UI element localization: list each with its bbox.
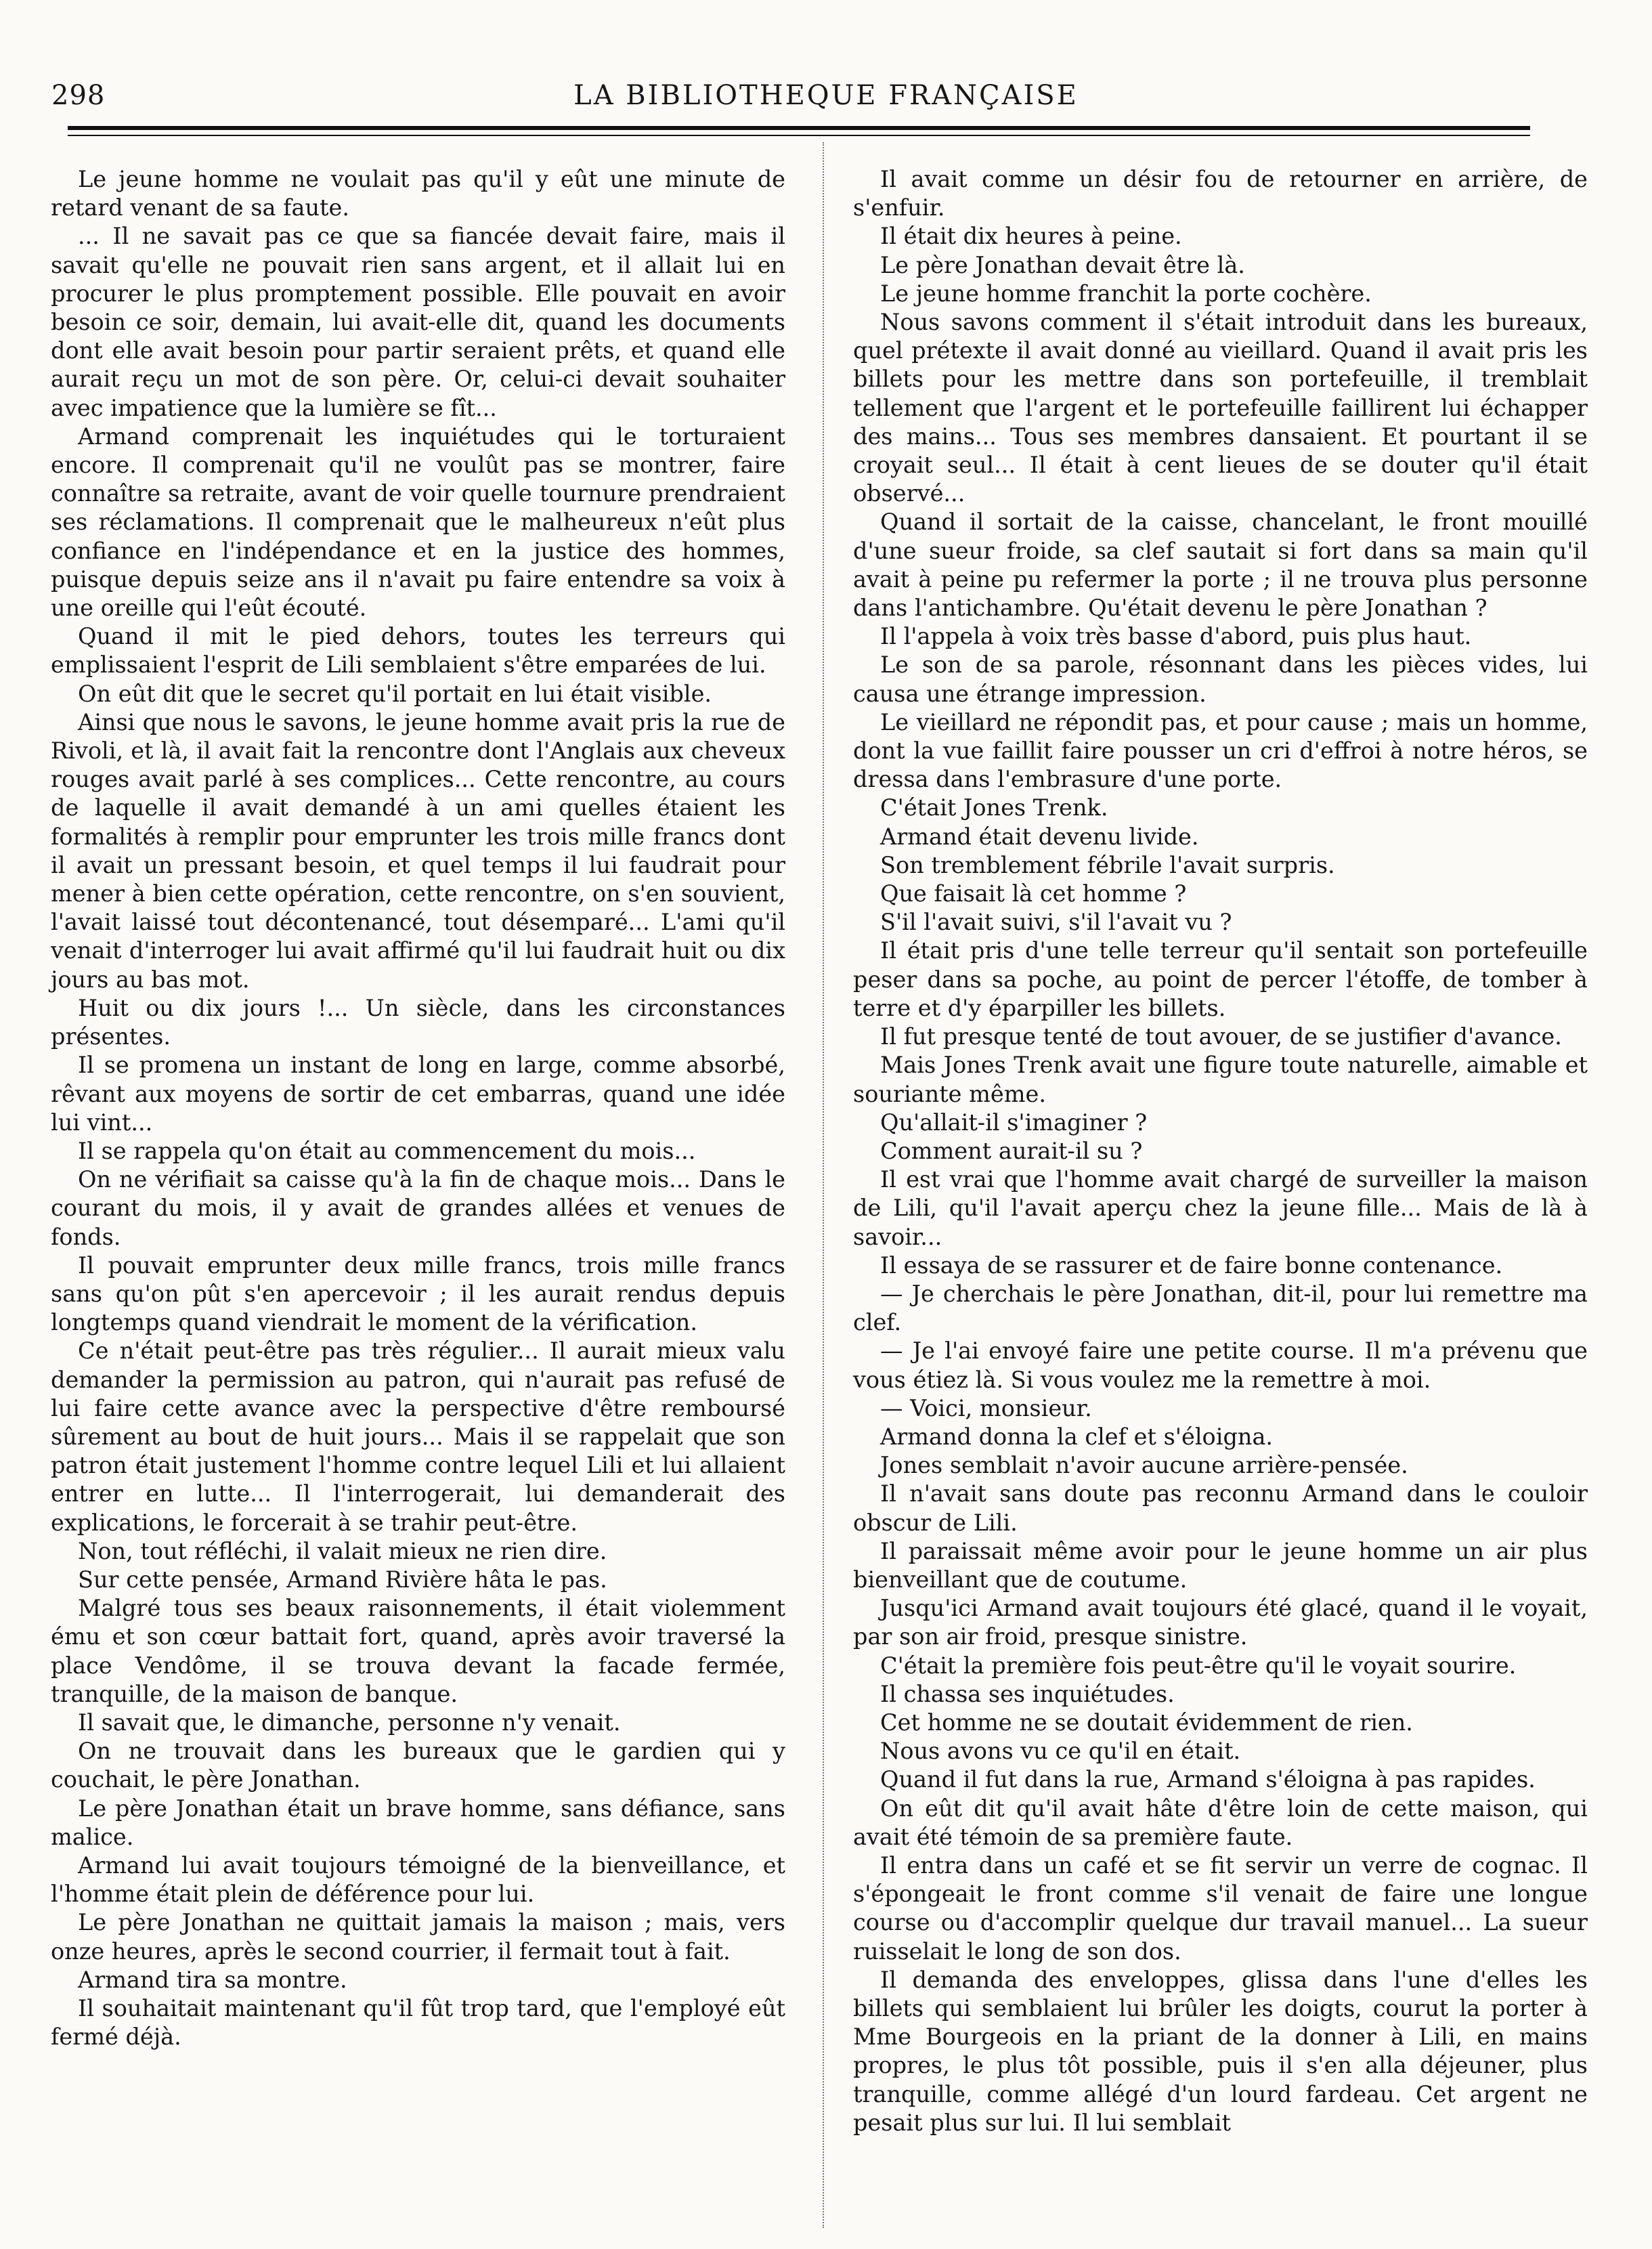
paragraph: Mais Jones Trenk avait une figure toute naturelle, aimable et souriante même. bbox=[853, 1052, 1588, 1107]
paragraph: Il savait que, le dimanche, personne n'y venait. bbox=[78, 1709, 621, 1736]
left-column bbox=[51, 165, 785, 2051]
paragraph: ... Il ne savait pas ce que sa fiancée devait faire, mais il savait qu'elle ne pouvait rien sans argent, et il allait lui en procurer le plus promptement possible. Elle pouvait en avoir besoin ce soir, demain, lui avait-elle dit, quand les documents dont elle avait besoin pour partir seraient prêts, et quand elle aurait reçu un mot de son père. Or, celui-ci devait souhaiter avec impatience que la lumière se fît... bbox=[51, 223, 785, 421]
paragraph: Quand il sortait de la caisse, chancelant, le front mouillé d'une sueur froide, sa clef sautait si fort dans sa main qu'il avait à peine pu refermer la porte ; il ne trouva plus personne dans l'antichambre. Qu'était devenu le père Jonathan ? bbox=[853, 509, 1588, 622]
paragraph: Qu'allait-il s'imaginer ? bbox=[880, 1109, 1148, 1136]
paragraph: Il était dix heures à peine. bbox=[880, 223, 1182, 250]
paragraph: Il paraissait même avoir pour le jeune homme un air plus bienveillant que de coutume. bbox=[853, 1537, 1588, 1593]
paragraph: C'était la première fois peut-être qu'il le voyait sourire. bbox=[880, 1652, 1517, 1679]
paragraph: Quand il fut dans la rue, Armand s'éloigna à pas rapides. bbox=[880, 1766, 1536, 1793]
paragraph: Le père Jonathan devait être là. bbox=[880, 251, 1245, 278]
paragraph: Il demanda des enveloppes, glissa dans l'une d'elles les billets qui semblaient lui brûler les doigts, courut la porter à Mme Bourgeois en la priant de la donner à Lili, en mains propres, le plus tôt possible, puis il s'en alla déjeuner, plus tranquille, comme allégé d'un lourd fardeau. Cet argent ne pesait plus sur lui. Il lui semblait bbox=[853, 1966, 1588, 2136]
paragraph: Son tremblement fébrile l'avait surpris. bbox=[880, 851, 1335, 878]
paragraph: Non, tout réfléchi, il valait mieux ne rien dire. bbox=[78, 1537, 607, 1564]
paragraph: — Je cherchais le père Jonathan, dit-il, pour lui remettre ma clef. bbox=[853, 1280, 1588, 1336]
column-divider bbox=[823, 142, 824, 2228]
paragraph: On ne trouvait dans les bureaux que le gardien qui y couchait, le père Jonathan. bbox=[51, 1738, 785, 1793]
paragraph: Nous avons vu ce qu'il en était. bbox=[880, 1738, 1241, 1765]
running-title: LA BIBLIOTHEQUE FRANÇAISE bbox=[573, 80, 1079, 111]
paragraph: Il chassa ses inquiétudes. bbox=[880, 1680, 1175, 1707]
paragraph: Il se rappela qu'on était au commencement du mois... bbox=[78, 1137, 696, 1164]
paragraph: Il entra dans un café et se fit servir un verre de cognac. Il s'épongeait le front comme s'il venait de faire une longue course ou d'accomplir quelque dur travail manuel... La sueur ruisselait le long de son dos. bbox=[853, 1851, 1588, 1965]
paragraph: Il pouvait emprunter deux mille francs, trois mille francs sans qu'on pût s'en apercevoir ; il les aurait rendus depuis longtemps quand viendrait le moment de la vérification. bbox=[51, 1251, 785, 1336]
paragraph: Il fut presque tenté de tout avouer, de se justifier d'avance. bbox=[880, 1023, 1562, 1050]
page-number: 298 bbox=[51, 80, 106, 111]
paragraph: Il avait comme un désir fou de retourner en arrière, de s'enfuir. bbox=[853, 166, 1588, 221]
paragraph: Il n'avait sans doute pas reconnu Armand dans le couloir obscur de Lili. bbox=[853, 1480, 1588, 1536]
paragraph: On eût dit qu'il avait hâte d'être loin de cette maison, qui avait été témoin de sa première faute. bbox=[853, 1795, 1588, 1850]
header-rule-thick bbox=[68, 126, 1530, 130]
paragraph: — Je l'ai envoyé faire une petite course. Il m'a prévenu que vous étiez là. Si vous voulez me la remettre à moi. bbox=[853, 1337, 1588, 1393]
paragraph: C'était Jones Trenk. bbox=[880, 794, 1108, 821]
paragraph: Armand donna la clef et s'éloigna. bbox=[880, 1423, 1274, 1450]
paragraph: Cet homme ne se doutait évidemment de rien. bbox=[880, 1709, 1413, 1736]
paragraph: Le vieillard ne répondit pas, et pour cause ; mais un homme, dont la vue faillit faire pousser un cri d'effroi à notre héros, se dressa dans l'embrasure d'une porte. bbox=[853, 708, 1588, 793]
paragraph: Le père Jonathan était un brave homme, sans défiance, sans malice. bbox=[51, 1795, 785, 1850]
paragraph: Le jeune homme ne voulait pas qu'il y eût une minute de retard venant de sa faute. bbox=[51, 166, 785, 221]
paragraph: On ne vérifiait sa caisse qu'à la fin de chaque mois... Dans le courant du mois, il y avait de grandes allées et venues de fonds. bbox=[51, 1166, 785, 1250]
right-column bbox=[853, 165, 1588, 2137]
paragraph: Il est vrai que l'homme avait chargé de surveiller la maison de Lili, qu'il l'avait aperçu chez la jeune fille... Mais de là à savoir... bbox=[853, 1166, 1588, 1250]
paragraph: Le jeune homme franchit la porte cochère. bbox=[880, 280, 1372, 307]
header-rule-thin bbox=[68, 135, 1530, 136]
paragraph: Le père Jonathan ne quittait jamais la maison ; mais, vers onze heures, après le second courrier, il fermait tout à fait. bbox=[51, 1909, 785, 1965]
paragraph: Il se promena un instant de long en large, comme absorbé, rêvant aux moyens de sortir de cet embarras, quand une idée lui vint... bbox=[51, 1052, 785, 1136]
paragraph: Nous savons comment il s'était introduit dans les bureaux, quel prétexte il avait donné au vieillard. Quand il avait pris les billets pour les mettre dans son portefeuille, il tremblait tellement que l'argent et le portefeuille faillirent lui échapper des mains... Tous ses membres dansaient. Et pourtant il se croyait seul... Il était à cent lieues de se douter qu'il était observé... bbox=[853, 309, 1588, 507]
paragraph: Ainsi que nous le savons, le jeune homme avait pris la rue de Rivoli, et là, il avait fait la rencontre dont l'Anglais aux cheveux rouges avait parlé à ses complices... Cette rencontre, au cours de laquelle il avait demandé à un ami quelles étaient les formalités à remplir pour emprunter les trois mille francs dont il avait un pressant besoin, et quel temps il lui faudrait pour mener à bien cette opération, cette rencontre, on s'en souvient, l'avait laissé tout décontenancé, tout désemparé... L'ami qu'il venait d'interroger lui avait affirmé qu'il lui faudrait huit ou dix jours au bas mot. bbox=[51, 708, 785, 993]
paragraph: On eût dit que le secret qu'il portait en lui était visible. bbox=[78, 680, 712, 707]
paragraph: Armand comprenait les inquiétudes qui le torturaient encore. Il comprenait qu'il ne voulût pas se montrer, faire connaître sa retraite, avant de voir quelle tournure prendraient ses réclamations. Il comprenait que le malheureux n'eût plus confiance en l'indépendance et en la justice des hommes, puisque depuis seize ans il n'avait pu faire entendre sa voix à une oreille qui l'eût écouté. bbox=[51, 423, 785, 622]
paragraph: Comment aurait-il su ? bbox=[880, 1137, 1143, 1164]
paragraph: Jusqu'ici Armand avait toujours été glacé, quand il le voyait, par son air froid, presque sinistre. bbox=[853, 1595, 1588, 1650]
paragraph: Jones semblait n'avoir aucune arrière-pensée. bbox=[880, 1452, 1408, 1479]
paragraph: Sur cette pensée, Armand Rivière hâta le pas. bbox=[78, 1566, 607, 1593]
paragraph: — Voici, monsieur. bbox=[880, 1394, 1092, 1421]
paragraph: Malgré tous ses beaux raisonnements, il était violemment ému et son cœur battait fort, quand, après avoir traversé la place Vendôme, il se trouva devant la facade fermée, tranquille, de la maison de banque. bbox=[51, 1595, 785, 1707]
paragraph: Quand il mit le pied dehors, toutes les terreurs qui emplissaient l'esprit de Lili semblaient s'être emparées de lui. bbox=[51, 623, 785, 679]
paragraph: Armand était devenu livide. bbox=[880, 823, 1199, 850]
paragraph: Que faisait là cet homme ? bbox=[880, 880, 1187, 907]
paragraph: Ce n'était peut-être pas très régulier... Il aurait mieux valu demander la permission au patron, qui n'aurait pas refusé de lui faire cette avance avec la perspective d'être remboursé sûrement au bout de huit jours... Mais il se rappelait que son patron était justement l'homme contre lequel Lili et lui allaient entrer en lutte... Il l'interrogerait, lui demanderait des explications, le forcerait à se trahir peut-être. bbox=[51, 1337, 785, 1536]
paragraph: S'il l'avait suivi, s'il l'avait vu ? bbox=[880, 909, 1232, 936]
paragraph: Huit ou dix jours !... Un siècle, dans les circonstances présentes. bbox=[51, 994, 785, 1050]
paragraph: Il était pris d'une telle terreur qu'il sentait son portefeuille peser dans sa poche, au point de percer l'étoffe, de tomber à terre et d'y éparpiller les billets. bbox=[853, 937, 1588, 1021]
paragraph: Armand lui avait toujours témoigné de la bienveillance, et l'homme était plein de déférence pour lui. bbox=[51, 1851, 785, 1908]
paragraph: Il essaya de se rassurer et de faire bonne contenance. bbox=[880, 1251, 1503, 1279]
paragraph: Il souhaitait maintenant qu'il fût trop tard, que l'employé eût fermé déjà. bbox=[51, 1995, 785, 2051]
paragraph: Il l'appela à voix très basse d'abord, puis plus haut. bbox=[880, 623, 1472, 650]
paragraph: Armand tira sa montre. bbox=[78, 1966, 347, 1993]
paragraph: Le son de sa parole, résonnant dans les pièces vides, lui causa une étrange impression. bbox=[853, 651, 1588, 707]
